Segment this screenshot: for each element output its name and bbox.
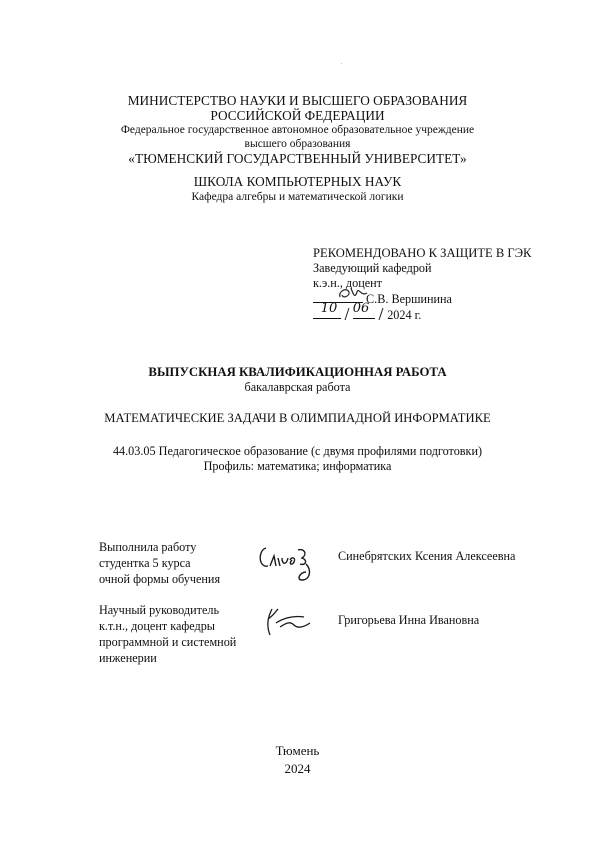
thesis-title: МАТЕМАТИЧЕСКИЕ ЗАДАЧИ В ОЛИМПИАДНОЙ ИНФОРМАТИКЕ xyxy=(104,411,491,425)
head-name: С.В. Вершинина xyxy=(366,292,452,306)
date-month: 06 xyxy=(352,301,370,316)
supervisor-role-line-1: Научный руководитель xyxy=(99,603,220,617)
thesis-heading xyxy=(0,364,595,395)
author-role xyxy=(99,539,220,587)
supervisor-role xyxy=(99,602,236,666)
author-signature-icon xyxy=(256,542,318,584)
date-year: 2024 г. xyxy=(387,308,422,322)
scan-speck: . xyxy=(341,60,343,66)
ministry-header xyxy=(0,93,595,166)
approval-block xyxy=(313,246,531,323)
footer xyxy=(0,742,595,778)
thesis-subtype: бакалаврская работа xyxy=(244,380,351,394)
school-header xyxy=(0,174,595,205)
supervisor-role-line-4: инженерии xyxy=(99,651,157,665)
date-slash-icon xyxy=(378,307,384,321)
footer-year: 2024 xyxy=(284,761,311,776)
author-role-line-1: Выполнила работу xyxy=(99,540,197,554)
ministry-line-1: МИНИСТЕРСТВО НАУКИ И ВЫСШЕГО ОБРАЗОВАНИЯ xyxy=(127,93,468,108)
supervisor-name: Григорьева Инна Ивановна xyxy=(338,613,480,627)
author-name: Синебрятских Ксения Алексеевна xyxy=(338,549,516,563)
specialty-block xyxy=(0,444,595,474)
specialty-code: 44.03.05 Педагогическое образование (с двумя профилями подготовки) xyxy=(112,444,483,458)
head-degree: к.э.н., доцент xyxy=(313,276,382,290)
author-role-line-2: студентка 5 курса xyxy=(99,556,191,570)
specialty-profile: Профиль: математика; информатика xyxy=(203,459,392,473)
supervisor-signature-icon xyxy=(258,605,314,641)
university-name: «ТЮМЕНСКИЙ ГОСУДАРСТВЕННЫЙ УНИВЕРСИТЕТ» xyxy=(128,151,467,166)
institution-line-1: Федеральное государственное автономное образовательное учреждение xyxy=(120,124,475,136)
ministry-line-2: РОССИЙСКОЙ ФЕДЕРАЦИИ xyxy=(210,108,385,123)
approval-date xyxy=(313,301,531,323)
date-day: 10 xyxy=(320,301,338,316)
thesis-type: ВЫПУСКНАЯ КВАЛИФИКАЦИОННАЯ РАБОТА xyxy=(148,365,447,379)
head-title: Заведующий кафедрой xyxy=(313,261,432,275)
school-name: ШКОЛА КОМПЬЮТЕРНЫХ НАУК xyxy=(193,174,402,189)
supervisor-role-line-3: программной и системной xyxy=(99,635,237,649)
supervisor-role-line-2: к.т.н., доцент кафедры xyxy=(99,619,215,633)
footer-city: Тюмень xyxy=(275,743,320,758)
institution-line-2: высшего образования xyxy=(244,138,351,150)
author-role-line-3: очной формы обучения xyxy=(99,572,221,586)
department-name: Кафедра алгебры и математической логики xyxy=(191,191,404,203)
head-signature-line xyxy=(313,291,531,307)
approval-title: РЕКОМЕНДОВАНО К ЗАЩИТЕ В ГЭК xyxy=(313,246,532,260)
